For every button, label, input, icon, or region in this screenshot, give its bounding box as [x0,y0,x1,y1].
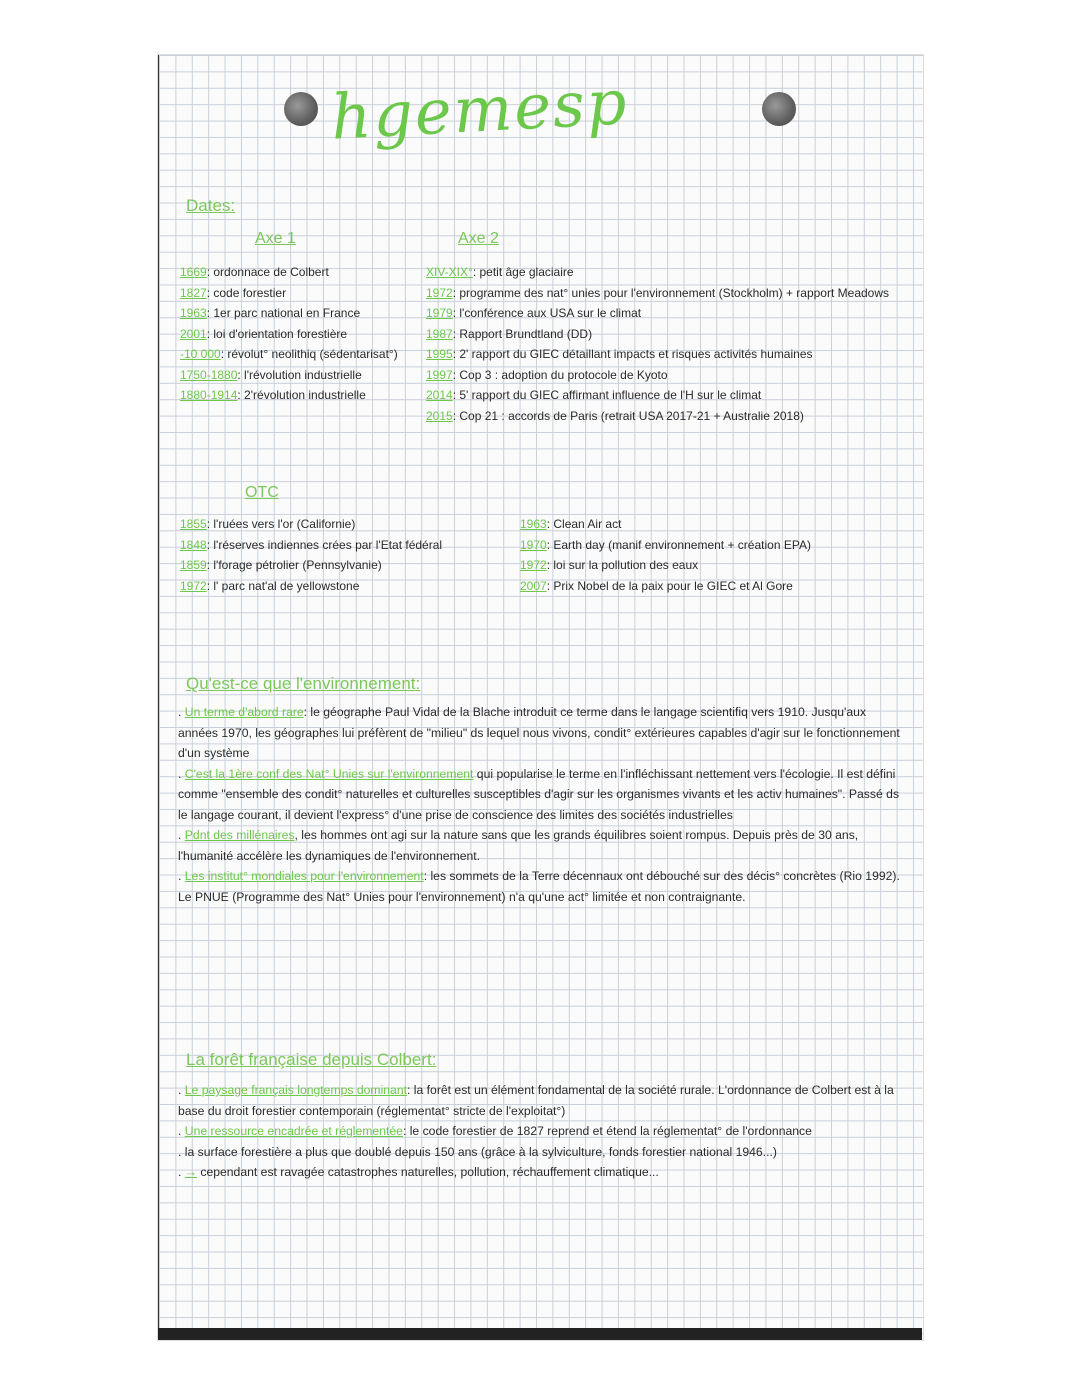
bullet-icon: . [178,1124,185,1138]
paragraph-text: qui popularise le terme en l'infléchissant nettement vers l'écologie. Il est défini comme "ensemble des condit° naturelles et culturelles susceptibles d'agir sur les organismes vivants et les activ humaines". Passé ds le langage courant, il devient l'express° d'une prise de conscience des limites des sociétés industrielles [178,766,900,822]
timeline-year: 1995 [426,347,453,361]
page-title: hgemesp [329,65,631,154]
timeline-entry [520,576,910,597]
paragraph-lead: Le paysage français longtemps dominant [184,1083,408,1097]
timeline-text: : l'réserves indiennes crées par l'Etat fédéral [206,537,443,552]
timeline-year: 1963 [520,517,547,531]
paragraph [178,702,904,764]
timeline-text: : ordonnace de Colbert [206,265,329,279]
timeline-year: 2007 [520,578,547,593]
paragraph [178,1121,904,1142]
timeline-entry [180,576,510,597]
timeline-year: 1750-1880 [180,367,238,382]
otc-right-timeline [520,514,910,596]
otc-label: OTC [245,484,279,501]
axe1-label: Axe 1 [255,230,296,247]
axe2-label: Axe 2 [458,230,499,247]
timeline-text: : Prix Nobel de la paix pour le GIEC et Al Gore [546,578,793,593]
timeline-text: : 5' rapport du GIEC affirmant influence de l'H sur le climat [452,388,762,402]
timeline-text: : l'conférence aux USA sur le climat [452,306,642,320]
foret-section [178,1080,904,1183]
timeline-text: : petit âge glaciaire [472,265,574,279]
timeline-text: : l'ruées vers l'or (Californie) [206,517,356,531]
timeline-text: : programme des nat° unies pour l'environnement (Stockholm) + rapport Meadows [452,285,890,300]
timeline-text: : l' parc nat'al de yellowstone [206,578,360,593]
timeline-entry [426,303,910,324]
timeline-year: XIV-XIX° [426,265,473,279]
paragraph [178,866,904,907]
timeline-text: : Rapport Brundtland (DD) [452,326,593,341]
timeline-entry [180,555,510,576]
otc-timeline [180,514,510,596]
timeline-year: -10 000 [180,347,221,361]
paragraph [178,1142,904,1163]
timeline-year: 1987 [426,326,453,341]
timeline-entry [426,324,910,345]
timeline-year: 1848 [180,537,207,552]
timeline-entry [180,365,420,386]
paragraph-text: la surface forestière a plus que doublé depuis 150 ans (grâce à la sylviculture, fonds forestier national 1946...) [184,1144,777,1159]
timeline-entry [180,283,420,304]
axe1-timeline [180,262,420,406]
foret-heading: La forêt française depuis Colbert: [186,1050,437,1069]
axe2-timeline [426,262,910,426]
timeline-entry [426,385,910,406]
timeline-year: 2001 [180,326,207,341]
timeline-entry [426,406,910,427]
timeline-entry [180,262,420,283]
paragraph-text: : le code forestier de 1827 reprend et étend la réglementat° de l'ordonnance [402,1124,812,1138]
timeline-text: : Cop 21 : accords de Paris (retrait USA 2017-21 + Australie 2018) [452,408,804,423]
timeline-year: 1855 [180,517,207,531]
bullet-icon: . [178,766,185,781]
timeline-text: : code forestier [206,285,287,300]
paragraph [178,764,904,826]
bullet-icon: . [178,1165,185,1179]
timeline-text: : loi d'orientation forestière [206,326,348,341]
timeline-entry [180,303,420,324]
bullet-icon: . [178,1083,185,1097]
environnement-section [178,702,904,907]
timeline-text: : l'forage pétrolier (Pennsylvanie) [206,558,382,572]
timeline-year: 1880-1914 [180,388,238,402]
bullet-icon: . [178,869,185,883]
timeline-text: : Cop 3 : adoption du protocole de Kyoto [452,367,668,382]
timeline-year: 1997 [426,367,453,382]
timeline-year: 1827 [180,285,207,300]
paragraph [178,1080,904,1121]
timeline-entry [426,344,910,365]
timeline-year: 1669 [180,265,207,279]
timeline-entry [180,535,510,556]
timeline-entry [180,385,420,406]
paragraph [178,1162,904,1183]
timeline-entry [520,555,910,576]
timeline-text: : 1er parc national en France [206,306,361,320]
timeline-text: : l'révolution industrielle [237,367,362,382]
bullet-icon: . [178,1144,185,1159]
dates-heading: Dates: [186,196,236,215]
paragraph-text: cependant est ravagée catastrophes naturelles, pollution, réchauffement climatique... [196,1165,659,1179]
paragraph-lead: Une ressource encadrée et réglementée [184,1124,403,1138]
timeline-text: : 2'révolution industrielle [237,388,366,402]
paragraph-text: : le géographe Paul Vidal de la Blache introduit ce terme dans le langage scientifiq vers 1910. Jusqu'aux années 1970, les géographes lui préfèrent de "milieu" ds lequel nous vivons, condit° extérieures capables d'agir sur le fonctionnement d'un système [178,705,900,760]
timeline-year: 1972 [180,578,207,593]
timeline-entry [520,535,910,556]
timeline-text: : loi sur la pollution des eaux [546,558,699,572]
timeline-year: 1972 [426,285,453,300]
bullet-icon: . [178,828,185,842]
timeline-year: 1970 [520,537,547,552]
timeline-entry [180,344,420,365]
paragraph-text: , les hommes ont agi sur la nature sans que les grands équilibres soient rompus. Depuis près de 30 ans, l'humanité accélère les dynamiques de l'environnement. [178,828,859,863]
timeline-text: : Earth day (manif environnement + création EPA) [546,537,811,552]
paragraph-text: : la forêt est un élément fondamental de la société rurale. L'ordonnance de Colbert est à la base du droit forestier contemporain (réglementat° stricte de l'exploitat°) [178,1083,894,1118]
timeline-entry [520,514,910,535]
timeline-entry [426,365,910,386]
paragraph-lead: Les institut° mondiales pour l'environnement [184,869,424,883]
paragraph-lead: → [184,1165,197,1179]
paragraph [178,825,904,866]
bullet-icon: . [178,705,185,719]
sheet-bottom-edge [158,1328,922,1340]
environnement-heading: Qu'est-ce que l'environnement: [186,674,421,693]
timeline-entry [180,324,420,345]
timeline-year: 1859 [180,558,207,572]
timeline-year: 2015 [426,408,453,423]
timeline-entry [426,262,910,283]
timeline-text: : 2' rapport du GIEC détaillant impacts et risques activités humaines [452,347,813,361]
timeline-entry [426,283,910,304]
paragraph-lead: C'est la 1ère conf des Nat° Unies sur l'environnement [184,766,474,781]
paragraph-lead: Pdnt des millénaires [184,828,295,842]
timeline-year: 1963 [180,306,207,320]
timeline-entry [180,514,510,535]
hole-punch-icon [762,92,796,126]
timeline-text: : révolut° neolithiq (sédentarisat°) [220,347,398,361]
timeline-text: : Clean Air act [546,517,622,531]
timeline-year: 1979 [426,306,453,320]
timeline-year: 2014 [426,388,453,402]
timeline-year: 1972 [520,558,547,572]
paragraph-lead: Un terme d'abord rare [184,705,304,719]
paragraph-text: : les sommets de la Terre décennaux ont débouché sur des décis° concrètes (Rio 1992). Le PNUE (Programme des Nat° Unies pour l'environnement) n'a qu'une act° limitée et non contraignante. [178,869,900,904]
